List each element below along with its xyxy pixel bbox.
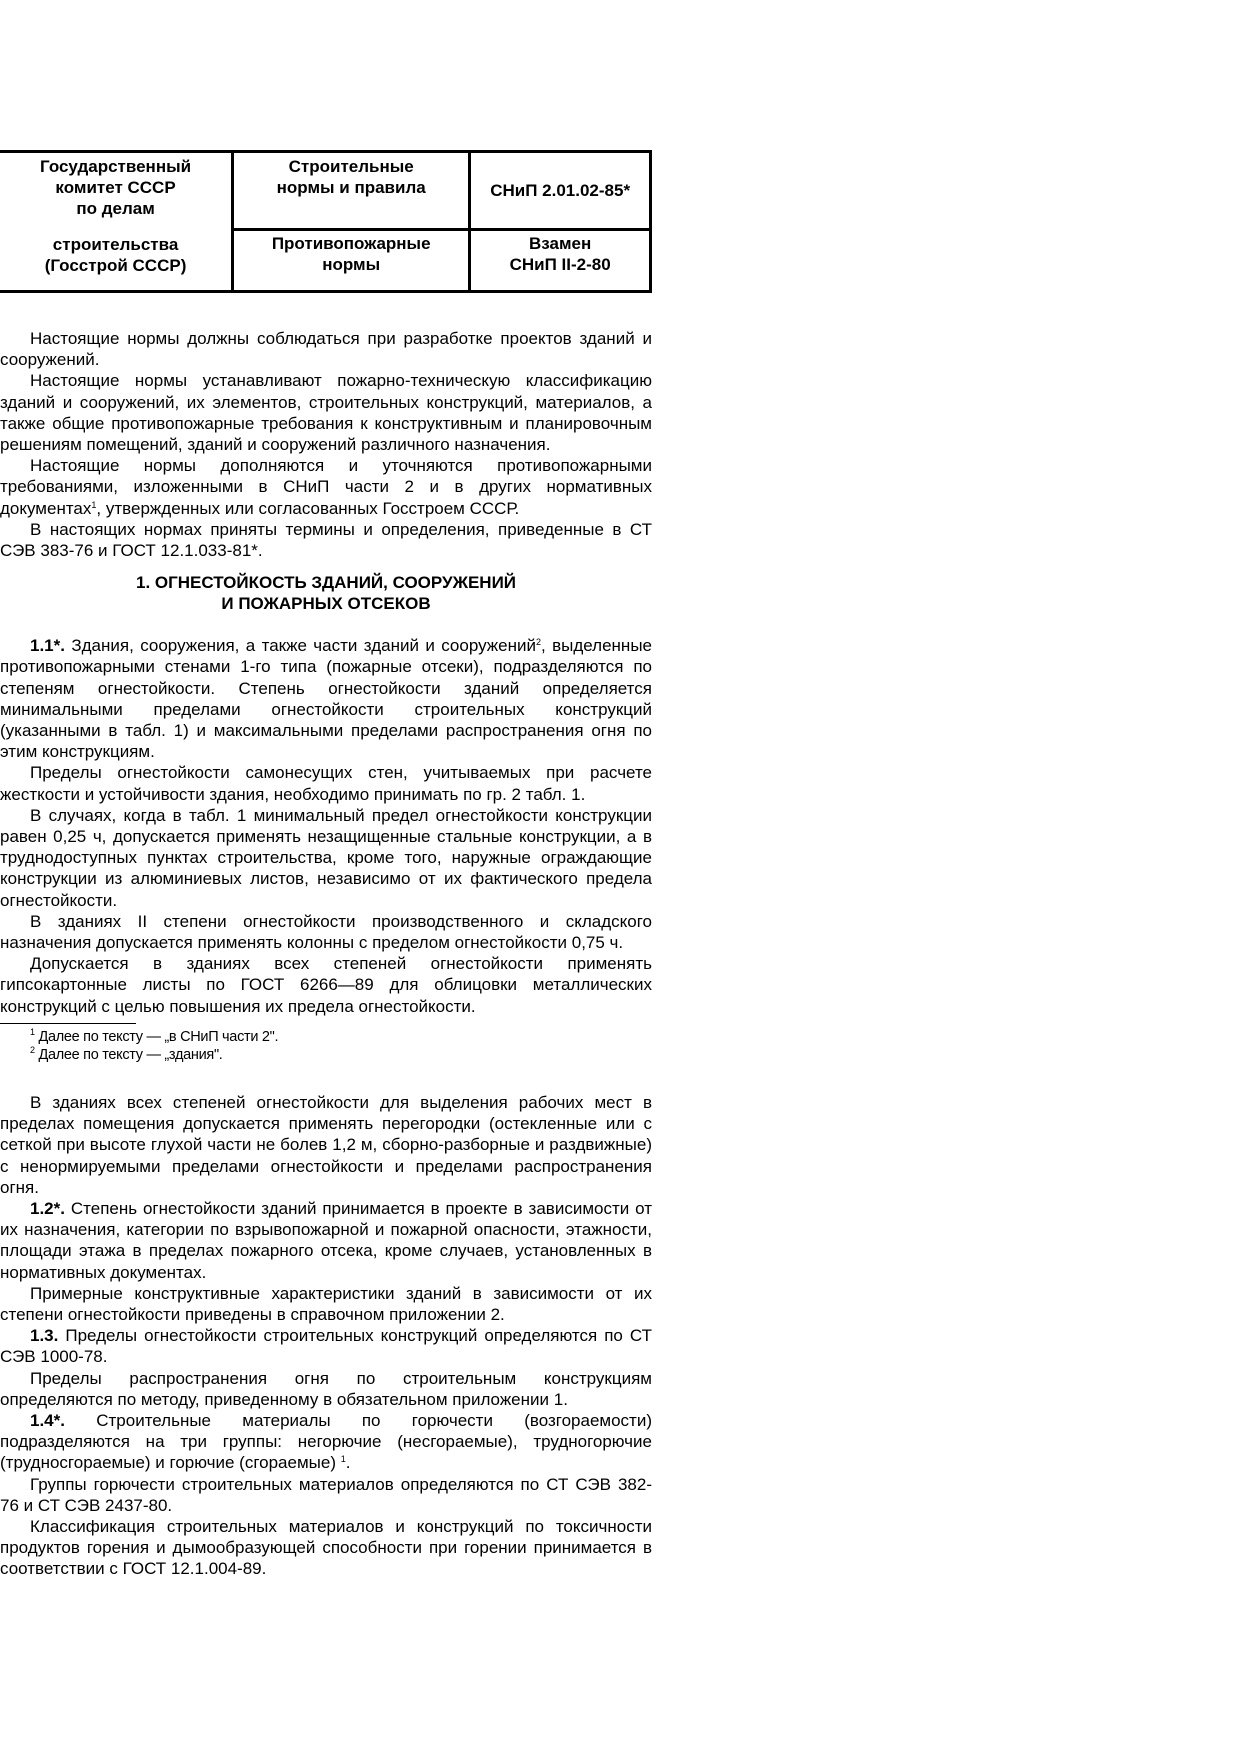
- body-paragraph: Допускается в зданиях всех степеней огнестойкости применять гипсокартонные листы по ГОСТ 6266—89 для облицовки металлических конструкций с целью повышения их предела огнестойкости.: [0, 954, 652, 1016]
- paragraph-text: Здания, сооружения, а также части зданий и сооружений: [64, 636, 536, 656]
- body-paragraph: В случаях, когда в табл. 1 минимальный предел огнестойкости конструкции равен 0,25 ч, допускается применять незащищенные стальные конструкции, а в труднодоступных пунктах строительства, кроме того, наружные ограждающие конструкции из алюминиевых листов, независимо от их фактического предела огнестойкости.: [0, 805, 652, 910]
- clause-1-4: [0, 1410, 652, 1474]
- clause-number: 1.3.: [30, 1326, 59, 1346]
- body-paragraph: В зданиях II степени огнестойкости производственного и складского назначения допускается применять колонны с пределом огнестойкости 0,75 ч.: [0, 911, 652, 953]
- replaces-line: СНиП II-2-80: [509, 255, 611, 274]
- document-code: [470, 152, 651, 230]
- intro-paragraph: В настоящих нормах приняты термины и определения, приведенные в СТ СЭВ 383-76 и ГОСТ 12.1.033-81*.: [0, 519, 652, 561]
- footnote-divider: [0, 1023, 136, 1024]
- paragraph-text: .: [345, 1453, 351, 1473]
- body-paragraph: Группы горючести строительных материалов определяются по СТ СЭВ 382-76 и СТ СЭВ 2437-80.: [0, 1474, 652, 1515]
- code-label: СНиП 2.01.02-85*: [490, 181, 631, 200]
- authority-line: строительства: [52, 234, 179, 254]
- body-paragraph: Пределы распространения огня по строительным конструкциям определяются по методу, приведенному в обязательном приложении 1.: [0, 1368, 652, 1409]
- authority-line: (Госстрой СССР): [44, 255, 187, 275]
- footnote-reference[interactable]: 1: [91, 499, 97, 510]
- footnote-text: Далее по тексту — „здания".: [34, 1046, 223, 1063]
- footnote-mark: 1: [30, 1026, 35, 1037]
- clause-number: 1.4*.: [30, 1410, 65, 1430]
- footnote: [0, 1046, 652, 1064]
- body-paragraph: Примерные конструктивные характеристики зданий в зависимости от их степени огнестойкости приведены в справочном приложении 2.: [0, 1283, 652, 1324]
- paragraph-text: Настоящие нормы дополняются и уточняются противопожарными требованиями, изложенными в СНиП части 2 и в других нормативных документах: [0, 456, 652, 518]
- footnote: [0, 1028, 652, 1046]
- page-break-gap: [0, 1064, 652, 1092]
- document-type: [233, 152, 470, 230]
- footnote-text: Далее по тексту — „в СНиП части 2".: [34, 1028, 279, 1045]
- section-heading: [0, 572, 652, 614]
- document-header-table: [0, 150, 652, 293]
- heading-line: И ПОЖАРНЫХ ОТСЕКОВ: [221, 594, 431, 614]
- clause-1-1: [0, 635, 652, 762]
- clause-1-2: [0, 1198, 652, 1283]
- authority-line: по делам: [76, 199, 155, 218]
- paragraph-text: Строительные материалы по горючести (возгораемости) подразделяются на три группы: негорючие (несгораемые), трудногорючие (трудносгораемые) и горючие (сгораемые): [0, 1410, 652, 1473]
- document-body: [0, 328, 652, 1580]
- footnote-reference[interactable]: 2: [535, 637, 541, 648]
- body-paragraph: Классификация строительных материалов и конструкций по токсичности продуктов горения и дымообразующей способности при горении принимается в соответствии с ГОСТ 12.1.004-89.: [0, 1516, 652, 1579]
- clause-1-3: [0, 1325, 652, 1367]
- intro-paragraph: [0, 455, 652, 519]
- body-paragraph: В зданиях всех степеней огнестойкости для выделения рабочих мест в пределах помещения допускается применять перегородки (остекленные или с сеткой при высоте глухой части не болев 1,2 м, сборно-разборные и раздвижные) с ненормируемыми пределами огнестойкости и пределами распространения огня.: [0, 1092, 652, 1197]
- heading-line: 1. ОГНЕСТОЙКОСТЬ ЗДАНИЙ, СООРУЖЕНИЙ: [135, 573, 517, 593]
- issuing-authority-top: [0, 152, 233, 230]
- clause-number: 1.2*.: [30, 1198, 65, 1218]
- authority-line: Государственный: [40, 157, 192, 176]
- issuing-authority-bottom: [0, 230, 233, 292]
- paragraph-text: Степень огнестойкости зданий принимается в проекте в зависимости от их назначения, категории по взрывопожарной и пожарной опасности, этажности, площади этажа в пределах пожарного отсека, кроме случаев, установленных в нормативных документах.: [0, 1198, 652, 1282]
- paragraph-text: , утвержденных или согласованных Госстроем СССР.: [96, 498, 520, 518]
- document-title: [233, 230, 470, 292]
- doc-type-line: нормы и правила: [276, 178, 426, 197]
- footnote-mark: 2: [30, 1044, 35, 1055]
- footnote-reference[interactable]: 1: [340, 1454, 346, 1465]
- doc-title-line: Противопожарные: [271, 234, 431, 253]
- replaces-line: Взамен: [529, 234, 592, 253]
- authority-line: комитет СССР: [55, 178, 176, 197]
- intro-paragraph: Настоящие нормы должны соблюдаться при разработке проектов зданий и сооружений.: [0, 329, 652, 370]
- paragraph-text: , выделенные противопожарными стенами 1-го типа (пожарные отсеки), подразделяются по степеням огнестойкости. Степень огнестойкости зданий определяется минимальными пределами огнестойкости строительных конструкций (указанными в табл. 1) и максимальными пределами распространения огня по этим конструкциям.: [0, 636, 652, 762]
- intro-paragraph: Настоящие нормы устанавливают пожарно-техническую классификацию зданий и сооружений, их элементов, строительных конструкций, материалов, а также общие противопожарные требования к конструктивным и планировочным решениям помещений, зданий и сооружений различного назначения.: [0, 371, 652, 455]
- replaces-note: [470, 230, 651, 292]
- body-paragraph: Пределы огнестойкости самонесущих стен, учитываемых при расчете жесткости и устойчивости здания, необходимо принимать по гр. 2 табл. 1.: [0, 763, 652, 804]
- paragraph-text: Пределы огнестойкости строительных конструкций определяются по СТ СЭВ 1000-78.: [0, 1326, 652, 1367]
- doc-type-line: Строительные: [288, 157, 414, 176]
- doc-title-line: нормы: [322, 255, 381, 274]
- clause-number: 1.1*.: [30, 636, 65, 656]
